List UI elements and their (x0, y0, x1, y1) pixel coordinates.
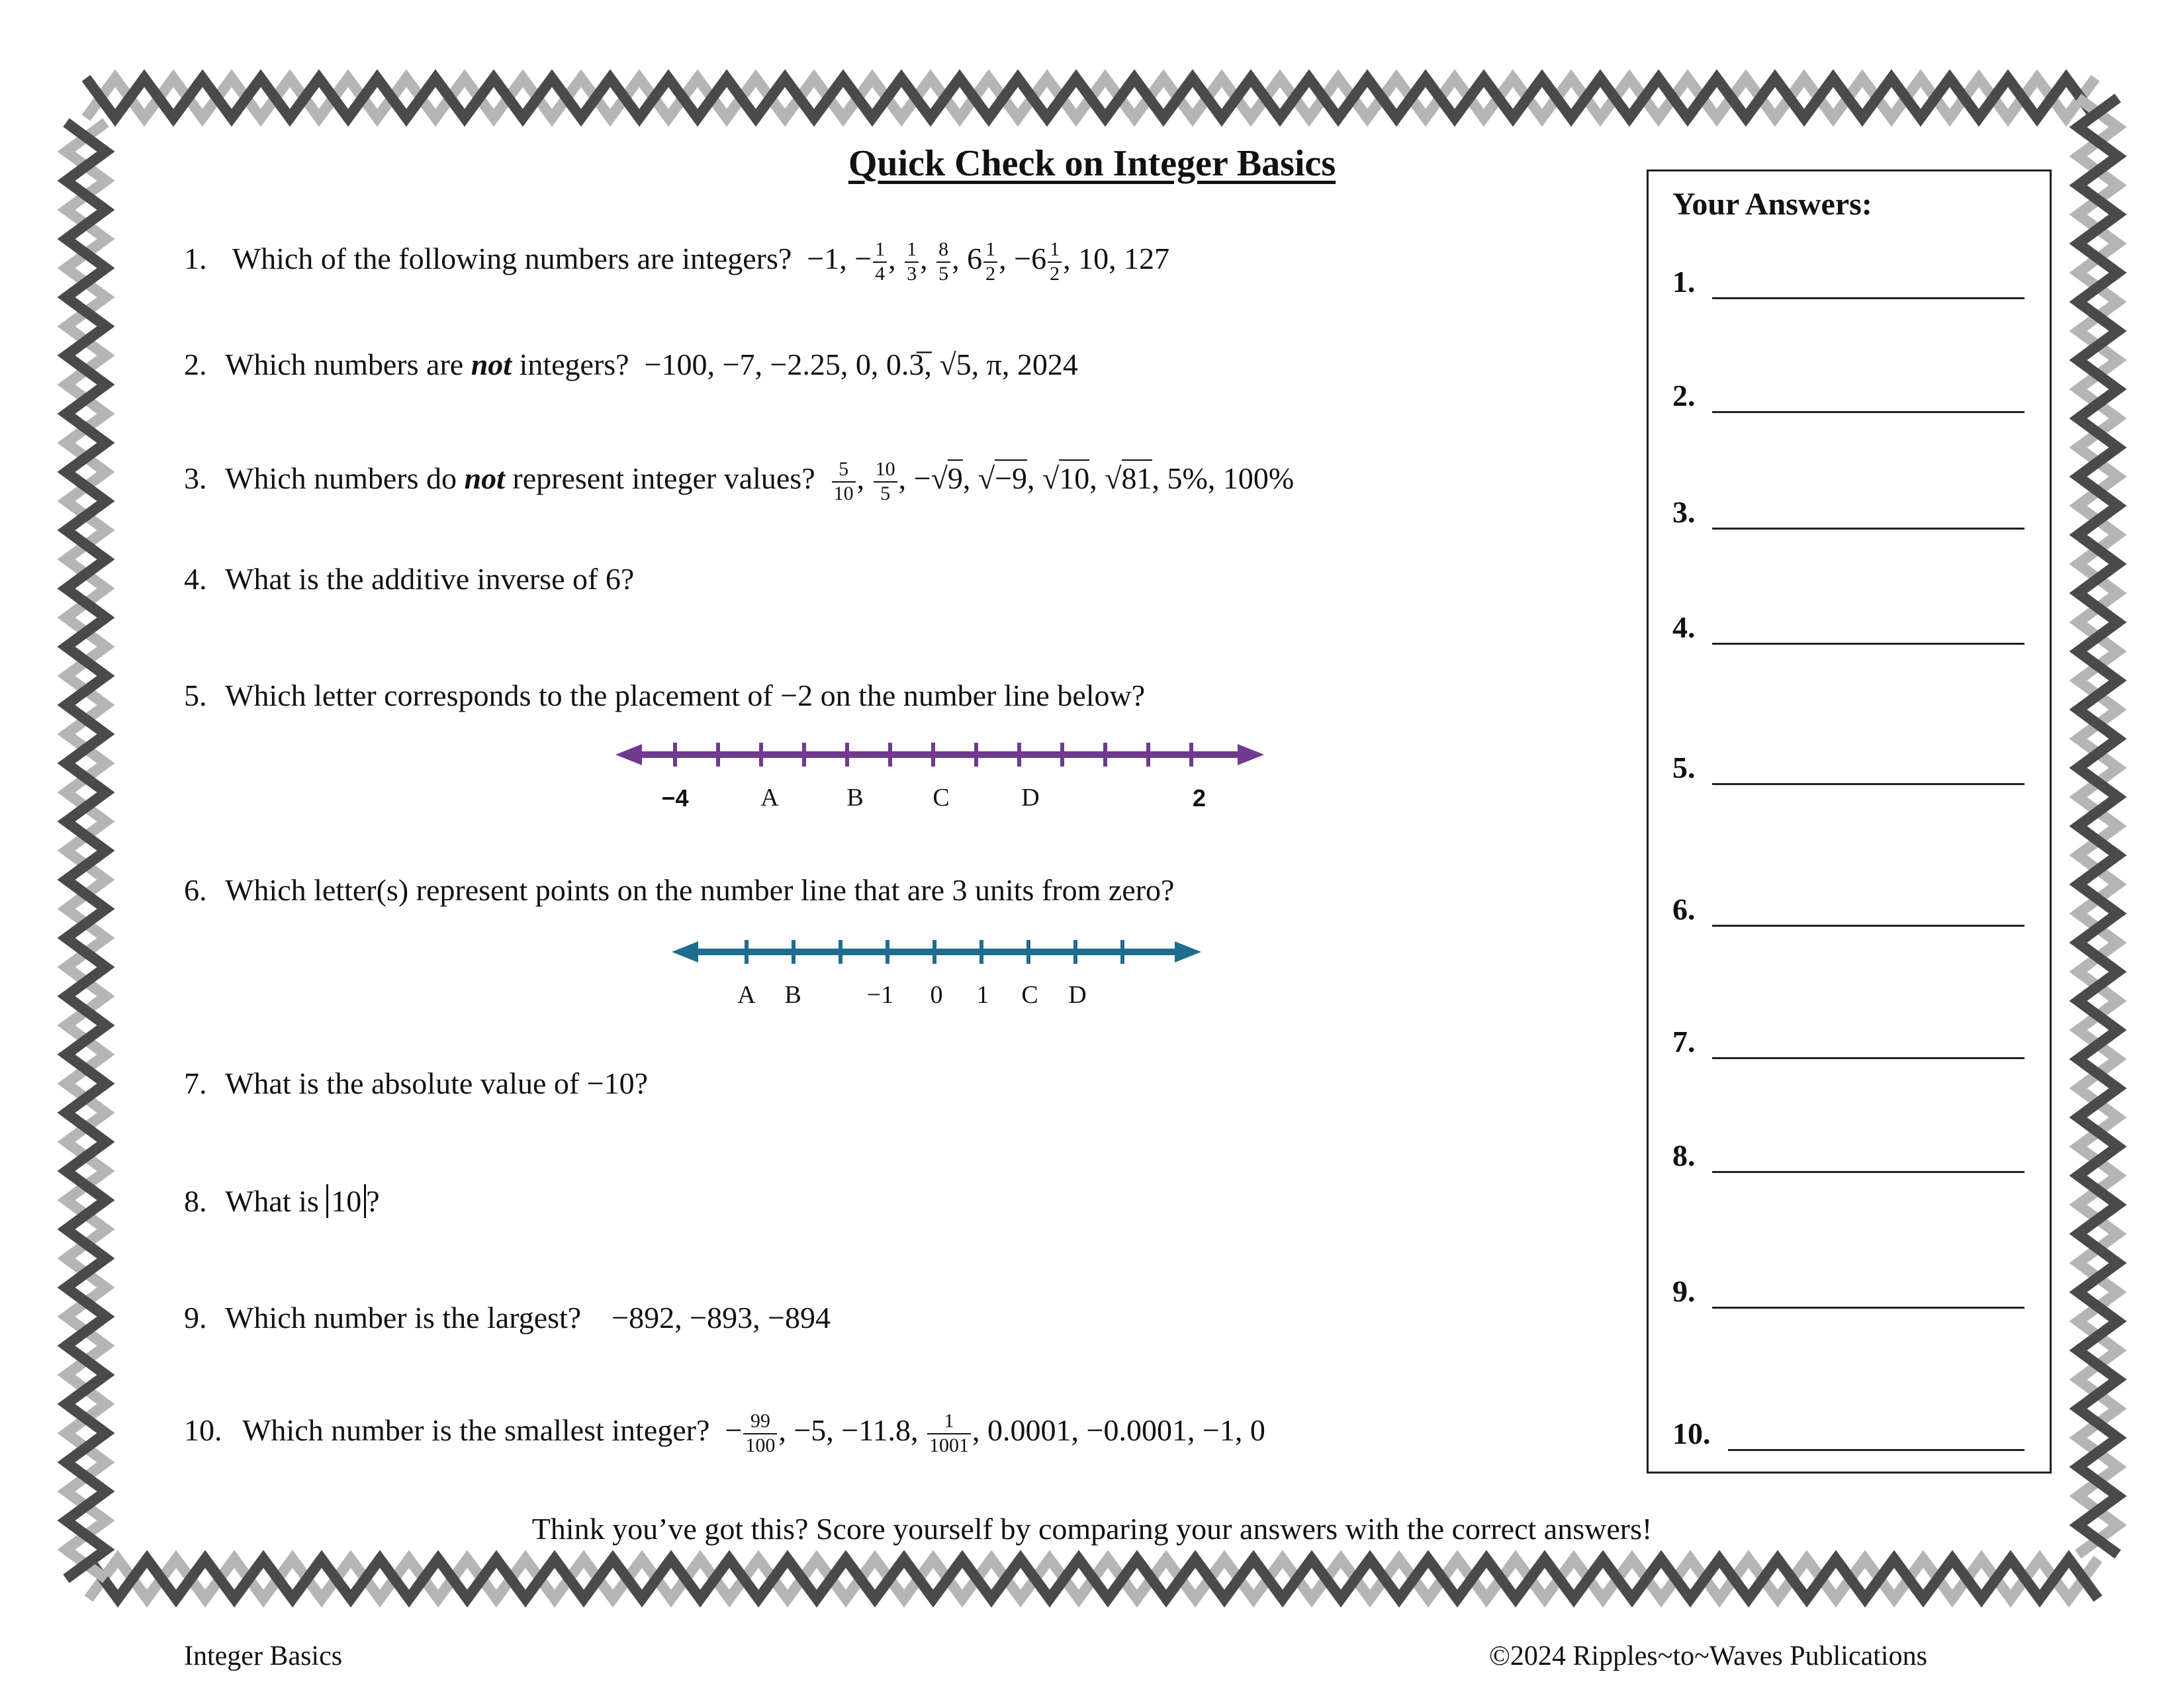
answers-box (1647, 169, 2052, 1474)
question-5 (184, 680, 1145, 711)
question-number: 3. (184, 461, 207, 496)
number-line-1 (615, 735, 1264, 774)
question-number: 9. (184, 1301, 207, 1335)
question-10-numbers: − $\frac{99}{100}$ , −5, −11.8, $\frac{1}{1001}$ , 0.0001, −0.0001, −1, 0 (725, 1410, 1265, 1456)
question-number: 6. (184, 873, 207, 907)
question-text: What is the absolute value of −10? (225, 1066, 649, 1100)
answer-label-9: 9. (1672, 1274, 1696, 1308)
fraction: $\frac{1}{2}$ (1048, 238, 1062, 285)
question-text: What is the additive inverse of 6? (225, 562, 635, 596)
fraction: $\frac{5}{10}$ (832, 458, 856, 505)
number-line-1-label-neg4: −4 (661, 784, 689, 812)
question-10 (184, 1410, 1265, 1457)
emphasis-not: not (464, 461, 505, 496)
question-9 (184, 1303, 831, 1333)
footer-copyright: ©2024 Ripples~to~Waves Publications (1489, 1641, 1927, 1671)
answer-label-3: 3. (1672, 495, 1696, 529)
number-line-1-label-c: C (933, 784, 950, 812)
question-text: Which letter(s) represent points on the number line that are 3 units from zero? (225, 873, 1175, 907)
question-2: 2. Which numbers are not integers? −100, −7, −2.25, 0, 0.3̅, √5, π, 2024 (184, 348, 1078, 381)
answer-line-2[interactable] (1712, 411, 2025, 413)
number-line-1-label-a: A (760, 784, 779, 812)
footer-message: Think you’ve got this? Score yourself by comparing your answers with the correct answers! (531, 1512, 1653, 1546)
footer-left-title: Integer Basics (184, 1641, 343, 1671)
fraction: $\frac{1}{4}$ (873, 238, 887, 285)
answer-line-1[interactable] (1712, 297, 2025, 299)
answer-label-2: 2. (1672, 379, 1696, 412)
number-line-2-label-b: B (784, 981, 801, 1009)
answer-label-8: 8. (1672, 1139, 1696, 1172)
question-number: 8. (184, 1184, 207, 1218)
number-line-2 (672, 932, 1201, 972)
answer-line-8[interactable] (1712, 1171, 2025, 1173)
question-text: Which number is the largest? (225, 1301, 582, 1335)
answer-label-4: 4. (1672, 610, 1696, 644)
answer-line-3[interactable] (1712, 528, 2025, 530)
page-title: Quick Check on Integer Basics (848, 143, 1336, 184)
question-text: Which of the following numbers are integers? (232, 242, 792, 276)
answer-line-4[interactable] (1712, 643, 2025, 645)
number-line-1-label-b: B (846, 784, 864, 812)
answers-heading: Your Answers: (1672, 187, 1872, 222)
number-line-2-label-d: D (1068, 981, 1087, 1009)
number-line-1-label-2: 2 (1192, 784, 1206, 812)
fraction: $\frac{10}{5}$ (874, 458, 897, 505)
question-number: 1. (184, 242, 207, 276)
question-number: 10. (184, 1413, 222, 1448)
answer-line-7[interactable] (1712, 1057, 2025, 1059)
question-number: 4. (184, 562, 207, 596)
number-line-1-label-d: D (1021, 784, 1040, 812)
answer-line-6[interactable] (1712, 925, 2025, 927)
question-1 (184, 238, 1169, 285)
number-line-1-graphic (615, 743, 1264, 767)
answer-label-1: 1. (1672, 265, 1696, 299)
answer-label-5: 5. (1672, 751, 1696, 784)
number-line-2-label-neg1: −1 (866, 981, 894, 1009)
question-9-numbers: −892, −893, −894 (612, 1301, 831, 1335)
number-line-2-graphic (672, 940, 1201, 964)
number-line-2-label-a: A (737, 981, 756, 1009)
answer-line-10[interactable] (1728, 1449, 2025, 1451)
question-2-numbers: −100, −7, −2.25, 0, 0.3̅, √5, π, 2024 (644, 348, 1078, 381)
number-line-2-label-1: 1 (976, 981, 989, 1009)
absolute-value-expression: 10 (326, 1184, 366, 1218)
question-number: 2. (184, 348, 207, 381)
fraction: $\frac{1}{2}$ (983, 238, 997, 285)
number-line-2-label-0: 0 (930, 981, 943, 1009)
question-3-numbers: $\frac{5}{10}$ , $\frac{10}{5}$ , −√9, √−9, √10, √81, 5%, 100% (831, 461, 1295, 495)
answer-label-7: 7. (1672, 1025, 1696, 1058)
question-7 (184, 1068, 648, 1099)
question-number: 7. (184, 1066, 207, 1100)
emphasis-not: not (471, 348, 512, 381)
question-3: 3. Which numbers do not represent integer values? $\frac{5}{10}$ , $\frac{10}{5}$ , −√9, √−9, √10, √81, 5%, 100% (184, 458, 1295, 504)
question-4 (184, 564, 634, 594)
answer-line-5[interactable] (1712, 783, 2025, 785)
question-6 (184, 875, 1174, 906)
answer-label-10: 10. (1672, 1417, 1711, 1450)
answer-label-6: 6. (1672, 892, 1696, 926)
question-1-numbers: −1, − $\frac{1}{4}$ , $\frac{1}{3}$ , $\frac{8}{5}$ , 6 $\frac{1}{2}$ , −6 $\frac{1}{2}$ , 10, 127 (807, 238, 1170, 285)
question-8: 8. What is 10 ? (184, 1184, 380, 1218)
question-text: Which letter corresponds to the placement of −2 on the number line below? (225, 679, 1146, 712)
number-line-2-label-c: C (1021, 981, 1038, 1009)
fraction: $\frac{8}{5}$ (936, 238, 950, 285)
question-text: Which number is the smallest integer? (242, 1413, 710, 1448)
fraction: $\frac{1}{1001}$ (927, 1410, 971, 1457)
fraction: $\frac{1}{3}$ (905, 238, 919, 285)
fraction: $\frac{99}{100}$ (743, 1410, 777, 1457)
question-number: 5. (184, 679, 207, 712)
answer-line-9[interactable] (1712, 1307, 2025, 1309)
